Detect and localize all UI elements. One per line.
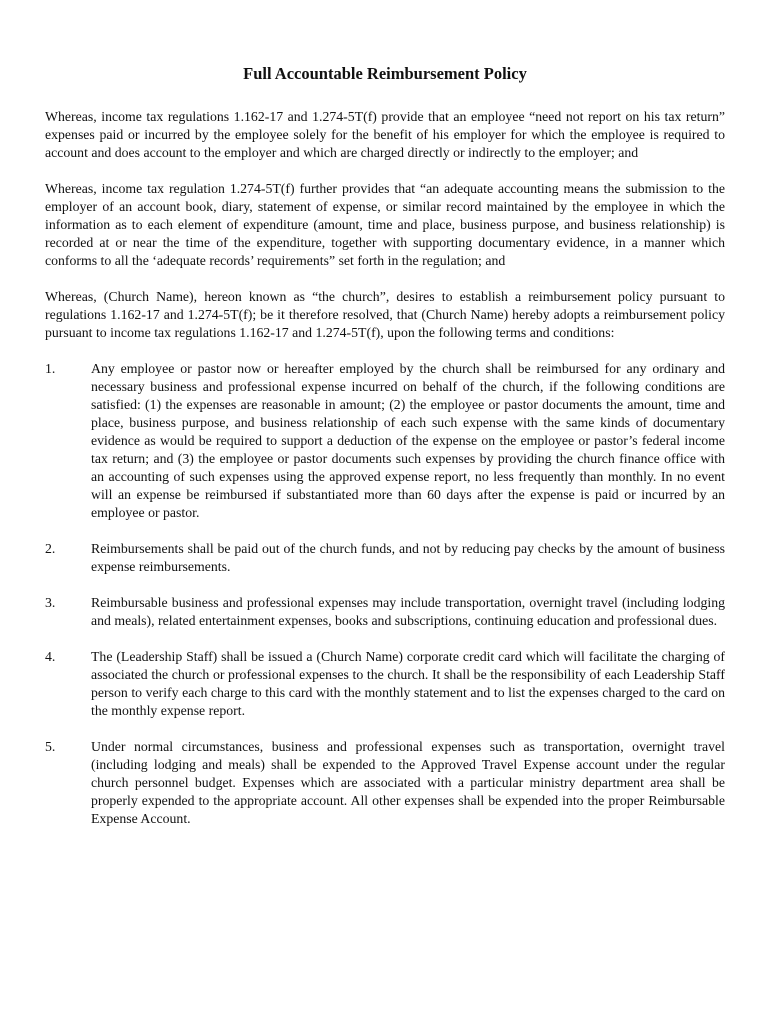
document-title: Full Accountable Reimbursement Policy bbox=[243, 64, 527, 83]
whereas-paragraph-1: Whereas, income tax regulations 1.162-17 and 1.274-5T(f) provide that an employee “need not report on his tax return” expenses paid or incurred by the employee solely for the benefit of his employer for which the employee is required to account and does account to the employer and which are charged directly or indirectly to the employer; and bbox=[45, 109, 725, 160]
whereas-paragraph-3: Whereas, (Church Name), hereon known as “the church”, desires to establish a reimbursement policy pursuant to regulations 1.162-17 and 1.274-5T(f); be it therefore resolved, that (Church Name) hereby adopts a reimbursement policy pursuant to income tax regulations 1.162-17 and 1.274-5T(f), upon the following terms and conditions: bbox=[45, 289, 725, 340]
document-page bbox=[45, 64, 725, 846]
policy-item-2 bbox=[45, 540, 725, 576]
item-number: 3. bbox=[45, 595, 56, 610]
policy-item-1 bbox=[45, 360, 725, 522]
item-text: Reimbursements shall be paid out of the church funds, and not by reducing pay checks by the amount of business expense reimbursements. bbox=[91, 541, 725, 574]
item-text: Reimbursable business and professional expenses may include transportation, overnight travel (including lodging and meals), related entertainment expenses, books and subscriptions, continuing education and professional dues. bbox=[91, 595, 725, 628]
item-number: 2. bbox=[45, 541, 56, 556]
item-text: Any employee or pastor now or hereafter employed by the church shall be reimbursed for any ordinary and necessary business and professional expense incurred on behalf of the church, if the following conditions are satisfied: (1) the expenses are reasonable in amount; (2) the employee or pastor documents the amount, time and place, business purpose, and business relationship of each such expense with the same kinds of documentary evidence as would be required to support a deduction of the expense on the employee or pastor’s federal income tax return; and (3) the employee or pastor documents such expenses by providing the church finance office with an accounting of such expenses using the approved expense report, no less frequently than monthly. In no event will an expense be reimbursed if substantiated more than 60 days after the expense is paid or incurred by an employee or pastor. bbox=[91, 361, 725, 520]
whereas-paragraph-2: Whereas, income tax regulation 1.274-5T(f) further provides that “an adequate accounting means the submission to the employer of an account book, diary, statement of expense, or similar record maintained by the employee in which the information as to each element of expenditure (amount, time and place, business purpose, and business relationship) is recorded at or near the time of the expenditure, together with supporting documentary evidence, in a manner which conforms to all the ‘adequate records’ requirements” set forth in the regulation; and bbox=[45, 181, 725, 268]
policy-item-3 bbox=[45, 594, 725, 630]
item-text: The (Leadership Staff) shall be issued a (Church Name) corporate credit card which will facilitate the charging of associated the church or professional expenses to the church. It shall be the responsibility of each Leadership Staff person to verify each charge to this card with the monthly statement and to list the expenses charged to the card on the monthly expense report. bbox=[91, 649, 725, 718]
policy-item-4 bbox=[45, 648, 725, 720]
item-number: 5. bbox=[45, 739, 56, 754]
item-number: 1. bbox=[45, 361, 56, 376]
item-number: 4. bbox=[45, 649, 56, 664]
policy-item-5 bbox=[45, 738, 725, 828]
item-text: Under normal circumstances, business and professional expenses such as transportation, overnight travel (including lodging and meals) shall be expended to the Approved Travel Expense account under the regular church personnel budget. Expenses which are associated with a particular ministry department area shall be properly expended to the appropriate account. All other expenses shall be expended into the proper Reimbursable Expense Account. bbox=[91, 739, 725, 826]
